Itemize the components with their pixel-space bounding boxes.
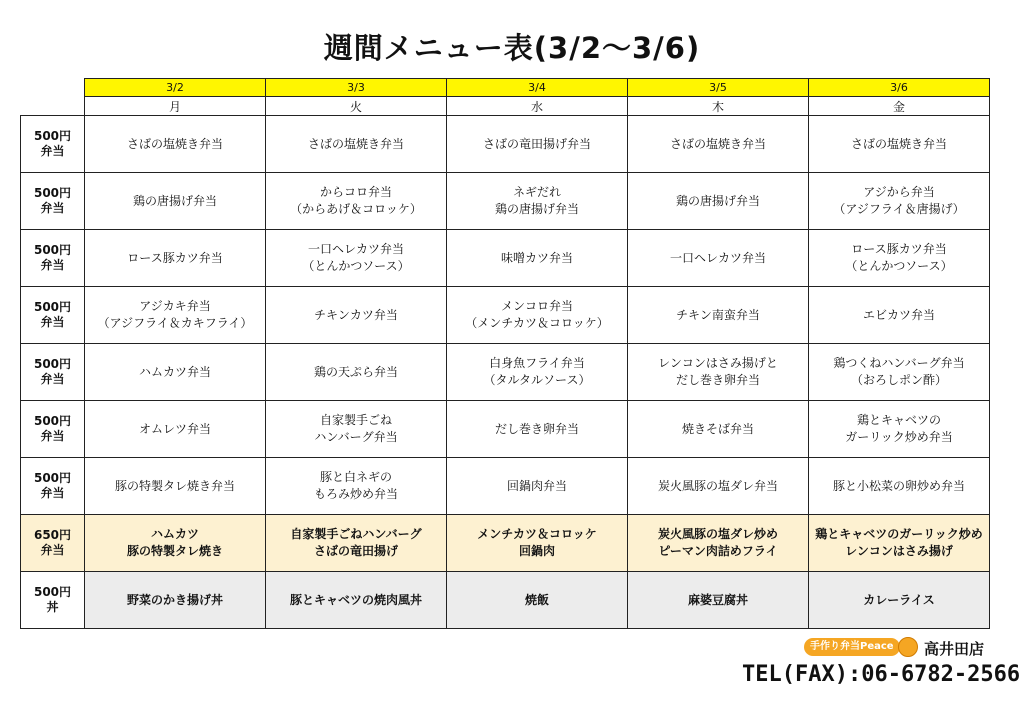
cell-line: （アジフライ＆カキフライ） [97, 316, 253, 330]
weekday-1: 火 [266, 97, 447, 116]
cell-line: （とんかつソース） [845, 259, 953, 273]
cell-line: （アジフライ＆唐揚げ） [833, 202, 965, 216]
menu-row [21, 173, 990, 230]
cell-line: もろみ炒め弁当 [313, 487, 398, 501]
price-cell [21, 116, 85, 173]
menu-row [21, 116, 990, 173]
cell-line: 鶏とキャベツのガーリック炒め [815, 527, 983, 541]
menu-item [85, 230, 266, 287]
menu-item [85, 173, 266, 230]
menu-item [85, 515, 266, 572]
cell-line: 炭火風豚の塩ダレ炒め [657, 527, 778, 541]
cell-line: 弁当 [40, 315, 65, 329]
menu-item [809, 458, 990, 515]
cell-line: レンコンはさみ揚げ [845, 544, 953, 558]
menu-item [85, 401, 266, 458]
cell-line: 野菜のかき揚げ丼 [126, 592, 223, 607]
menu-item [628, 401, 809, 458]
cell-line: 回鍋肉弁当 [506, 478, 567, 493]
cell-line: 回鍋肉 [518, 544, 555, 558]
menu-item [628, 287, 809, 344]
weekday-4: 金 [809, 97, 990, 116]
cell-line: だし巻き卵弁当 [675, 373, 760, 387]
cell-line: 500円 [33, 243, 72, 257]
cell-line: 豚と小松菜の卵炒め弁当 [832, 478, 965, 493]
cell-line: さばの竜田揚げ [313, 544, 398, 558]
cell-line: 500円 [33, 357, 72, 371]
cell-line: ハムカツ弁当 [138, 364, 211, 379]
date-header-row [21, 79, 990, 97]
cell-line: ピーマン肉詰めフライ [658, 544, 778, 558]
cell-line: （タルタルソース） [483, 373, 591, 387]
menu-item [266, 401, 447, 458]
cell-line: 弁当 [40, 486, 65, 500]
cell-line: 麻婆豆腐丼 [687, 592, 748, 607]
date-3-6: 3/6 [809, 79, 990, 97]
menu-item [809, 116, 990, 173]
store-name: 高井田店 [924, 640, 985, 658]
menu-item [447, 116, 628, 173]
menu-item [447, 572, 628, 629]
cell-line: だし巻き卵弁当 [494, 421, 579, 436]
cell-line: 豚の特製タレ焼き弁当 [114, 478, 235, 493]
menu-item [809, 230, 990, 287]
menu-item [447, 173, 628, 230]
cell-line: ロース豚カツ弁当 [851, 242, 947, 256]
menu-row [21, 401, 990, 458]
menu-item [628, 344, 809, 401]
cell-line: 弁当 [40, 201, 65, 215]
cell-line: アジから弁当 [863, 185, 935, 199]
page-title: 週間メニュー表(3/2～3/6) [323, 31, 701, 65]
weekday-2: 水 [447, 97, 628, 116]
menu-item [628, 515, 809, 572]
menu-row [21, 287, 990, 344]
cell-line: 500円 [33, 129, 72, 143]
menu-row [21, 230, 990, 287]
cell-line: さばの塩焼き弁当 [307, 136, 404, 151]
menu-item [266, 572, 447, 629]
menu-item [628, 116, 809, 173]
cell-line: 鶏の唐揚げ弁当 [675, 193, 760, 208]
menu-item [809, 173, 990, 230]
menu-item [266, 287, 447, 344]
cell-line: 自家製手ごねハンバーグ [290, 527, 422, 541]
price-cell [21, 230, 85, 287]
cell-line: 弁当 [40, 144, 65, 158]
cell-line: ネギだれ [512, 185, 561, 199]
cell-line: からコロ弁当 [319, 185, 392, 199]
cell-line: 弁当 [40, 372, 65, 386]
menu-item [809, 344, 990, 401]
menu-item [85, 572, 266, 629]
menu-item [447, 458, 628, 515]
cell-line: ガーリック炒め弁当 [845, 430, 953, 444]
brand-logo: 手作り弁当Peace [804, 638, 900, 656]
cell-line: 焼きそば弁当 [681, 421, 754, 436]
cell-line: （からあげ＆コロッケ） [290, 202, 422, 216]
menu-item [85, 344, 266, 401]
menu-item [447, 515, 628, 572]
cell-line: アジカキ弁当 [139, 299, 211, 313]
cell-line: さばの竜田揚げ弁当 [482, 136, 591, 151]
menu-item [266, 458, 447, 515]
menu-item [266, 116, 447, 173]
cell-line: メンチカツ＆コロッケ [477, 527, 597, 541]
date-3-3: 3/3 [266, 79, 447, 97]
menu-item [628, 458, 809, 515]
cell-line: 500円 [33, 186, 72, 200]
menu-item [809, 572, 990, 629]
weekday-header-row [21, 97, 990, 116]
cell-line: メンコロ弁当 [500, 299, 573, 313]
cell-line: さばの塩焼き弁当 [126, 136, 223, 151]
date-3-2: 3/2 [85, 79, 266, 97]
menu-item [266, 230, 447, 287]
cell-line: （おろしポン酢） [850, 373, 947, 387]
cell-line: 一口ヘレカツ弁当 [669, 250, 766, 265]
cell-line: （とんかつソース） [302, 259, 410, 273]
menu-item [266, 344, 447, 401]
menu-item [447, 230, 628, 287]
menu-item [266, 173, 447, 230]
cell-line: レンコンはさみ揚げと [658, 356, 778, 370]
cell-line: エビカツ弁当 [862, 307, 935, 322]
cell-line: 豚と白ネギの [319, 470, 392, 484]
cell-line: 白身魚フライ弁当 [489, 356, 585, 370]
menu-item [809, 515, 990, 572]
cell-line: さばの塩焼き弁当 [669, 136, 766, 151]
cell-line: 弁当 [40, 543, 65, 557]
menu-item [628, 230, 809, 287]
cell-line: 500円 [33, 471, 72, 485]
cell-line: 豚とキャベツの焼肉風丼 [289, 592, 422, 607]
cell-line: 500円 [33, 585, 72, 599]
menu-row [21, 458, 990, 515]
cell-line: さばの塩焼き弁当 [850, 136, 947, 151]
cell-line: ハムカツ [150, 527, 199, 541]
menu-item [85, 458, 266, 515]
cell-line: カレーライス [863, 592, 935, 607]
date-3-5: 3/5 [628, 79, 809, 97]
cell-line: 鶏つくねハンバーグ弁当 [833, 356, 965, 370]
cell-line: 焼飯 [524, 592, 549, 607]
cell-line: 丼 [46, 600, 59, 614]
cell-line: 500円 [33, 300, 72, 314]
menu-item [809, 287, 990, 344]
cell-line: チキンカツ弁当 [314, 307, 398, 322]
cell-line: 500円 [33, 414, 72, 428]
price-cell [21, 515, 85, 572]
cell-line: 鶏の唐揚げ弁当 [132, 193, 217, 208]
menu-item [809, 401, 990, 458]
cell-line: 鶏とキャベツの [856, 413, 941, 427]
cell-line: ロース豚カツ弁当 [127, 250, 223, 265]
menu-item [447, 401, 628, 458]
corner-blank [21, 79, 85, 116]
cell-line: 自家製手ごね [319, 413, 392, 427]
cell-line: 一口ヘレカツ弁当 [307, 242, 404, 256]
menu-item [85, 287, 266, 344]
price-cell [21, 572, 85, 629]
cell-line: オムレツ弁当 [138, 421, 211, 436]
weekday-3: 木 [628, 97, 809, 116]
date-3-4: 3/4 [447, 79, 628, 97]
menu-item [266, 515, 447, 572]
don-row [21, 572, 990, 629]
cell-line: 弁当 [40, 429, 65, 443]
special-650-row [21, 515, 990, 572]
cell-line: チキン南蛮弁当 [676, 307, 760, 322]
menu-item [447, 344, 628, 401]
cell-line: （メンチカツ＆コロッケ） [465, 316, 609, 330]
cell-line: 味噌カツ弁当 [500, 250, 573, 265]
price-cell [21, 344, 85, 401]
cell-line: 弁当 [40, 258, 65, 272]
price-cell [21, 401, 85, 458]
cell-line: 650円 [33, 528, 72, 542]
cell-line: 鶏の天ぷら弁当 [313, 364, 398, 379]
price-cell [21, 287, 85, 344]
cell-line: 炭火風豚の塩ダレ弁当 [657, 478, 778, 493]
menu-row [21, 344, 990, 401]
menu-item [628, 173, 809, 230]
price-cell [21, 458, 85, 515]
menu-item [447, 287, 628, 344]
cell-line: ハンバーグ弁当 [314, 430, 398, 444]
weekday-0: 月 [85, 97, 266, 116]
brand-badge-icon [898, 637, 918, 657]
cell-line: 鶏の唐揚げ弁当 [494, 202, 579, 216]
menu-item [85, 116, 266, 173]
price-cell [21, 173, 85, 230]
cell-line: 豚の特製タレ焼き [126, 544, 223, 558]
weekly-menu-table [20, 78, 990, 629]
telephone-number: TEL(FAX):06-6782-2566 [742, 662, 1021, 687]
menu-item [628, 572, 809, 629]
